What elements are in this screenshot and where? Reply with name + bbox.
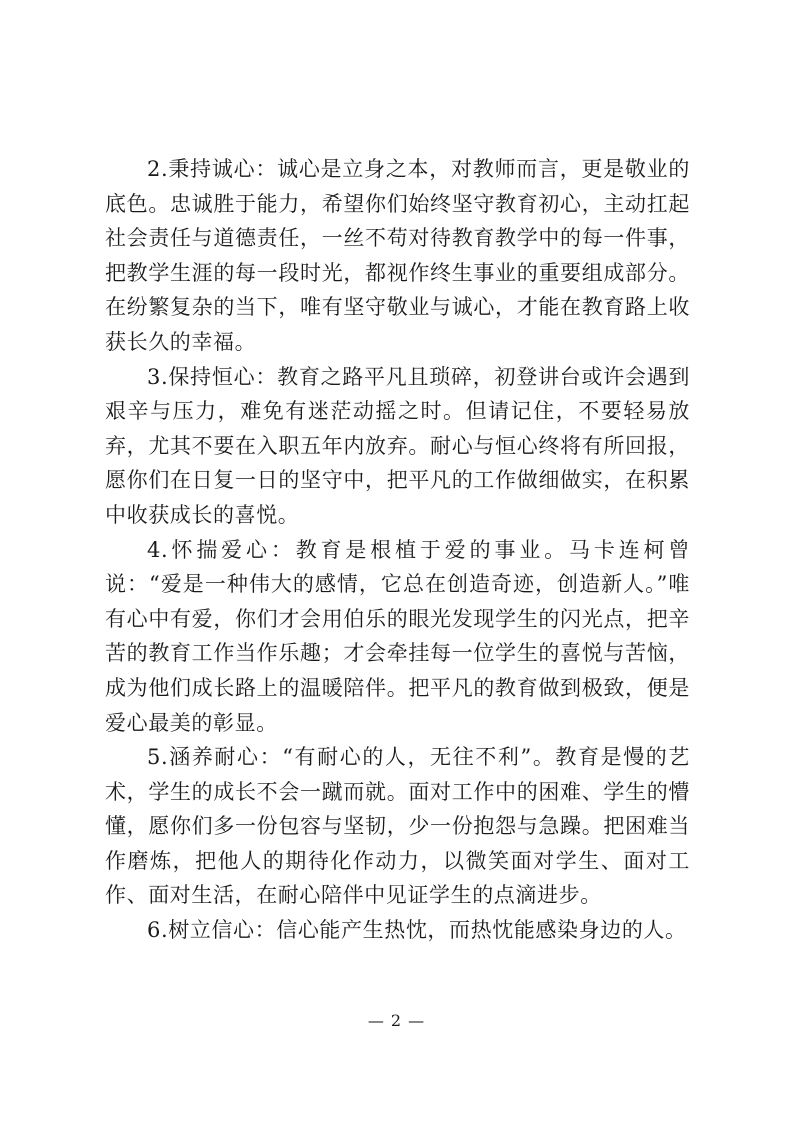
paragraph-confidence: 6.树立信心：信心能产生热忱，而热忱能感染身边的人。 <box>147 918 687 943</box>
paragraph-sincerity: 2.秉持诚心：诚心是立身之本，对教师而言，更是敬业的底色。忠诚胜于能力，希望你们始终坚守教育初心，主动扛起社会责任与道德责任，一丝不苟对待教育教学中的每一件事，把教学生涯的每一段时光，都视作终生事业的重要组成部分。在纷繁复杂的当下，唯有坚守敬业与诚心，才能在教育路上收获长久的幸福。 <box>105 157 690 354</box>
paragraph-patience: 5.涵养耐心：“有耐心的人，无往不利”。教育是慢的艺术，学生的成长不会一蹴而就。面对工作中的困难、学生的懵懂，愿你们多一份包容与坚韧，少一份抱怨与急躁。把困难当作磨炼，把他人的期待化作动力，以微笑面对学生、面对工作、面对生活，在耐心陪伴中见证学生的点滴进步。 <box>105 745 690 908</box>
document-body <box>105 152 690 948</box>
paragraph-love: 4.怀揣爱心：教育是根植于爱的事业。马卡连柯曾说：“爱是一种伟大的感情，它总在创造奇迹，创造新人。”唯有心中有爱，你们才会用伯乐的眼光发现学生的闪光点，把辛苦的教育工作当作乐趣；才会牵挂每一位学生的喜悦与苦恼，成为他们成长路上的温暖陪伴。把平凡的教育做到极致，便是爱心最美的彰显。 <box>105 537 690 735</box>
page-number: — 2 — <box>367 1011 426 1030</box>
paragraph-perseverance: 3.保持恒心：教育之路平凡且琐碎，初登讲台或许会遇到艰辛与压力，难免有迷茫动摇之时。但请记住，不要轻易放弃，尤其不要在入职五年内放弃。耐心与恒心终将有所回报，愿你们在日复一日的坚守中，把平凡的工作做细做实，在积累中收获成长的喜悦。 <box>105 364 690 527</box>
